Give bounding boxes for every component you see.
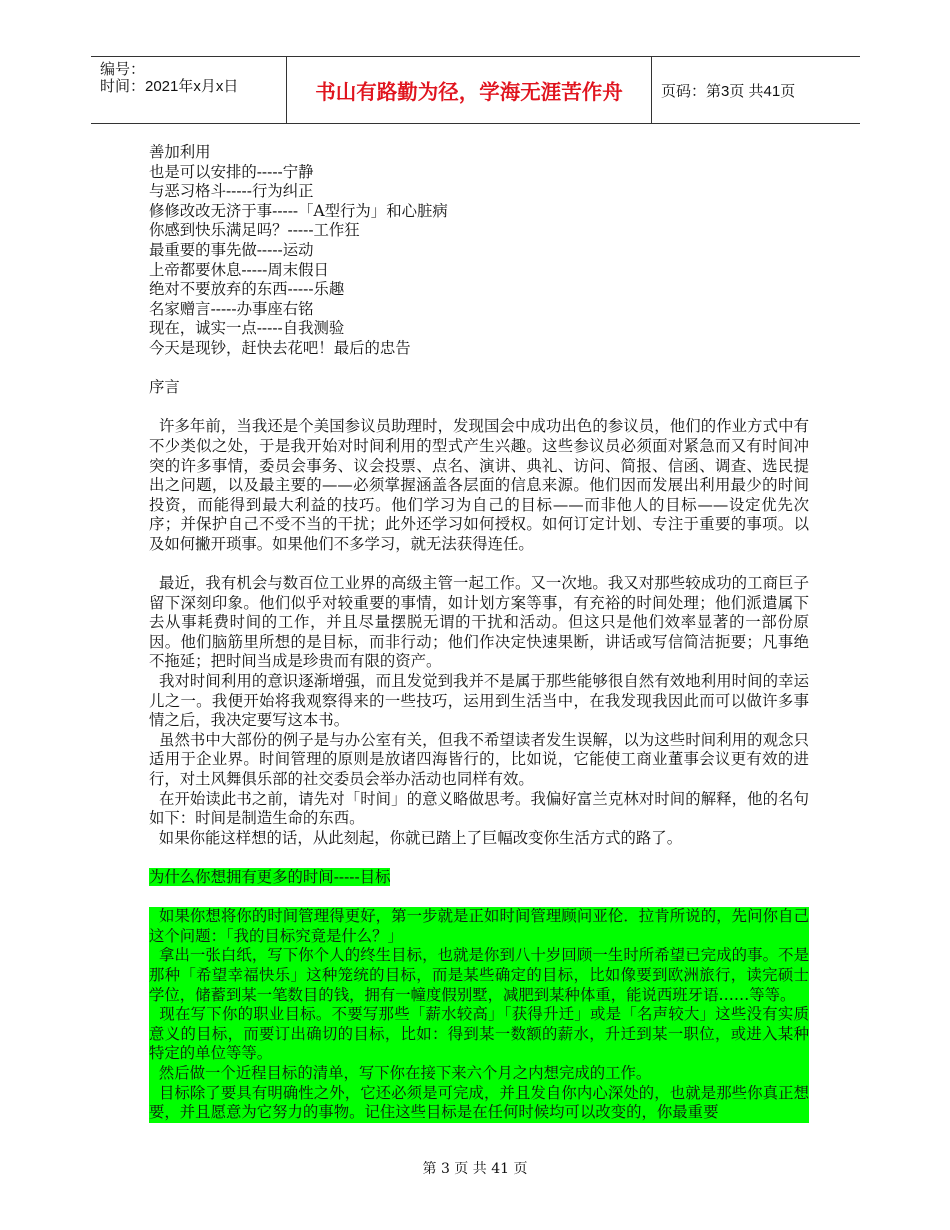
preface-paragraph: 如果你能这样想的话，从此刻起，你就已踏上了巨幅改变你生活方式的路了。 [149, 828, 683, 847]
highlighted-paragraph: 目标除了要具有明确性之外，它还必须是可完成，并且发自你内心深处的，也就是那些你真正想要，并且愿意为它努力的事物。记住这些目标是在任何时候均可以改变的，你最重要 [149, 1083, 809, 1122]
toc-line: 今天是现钞，赶快去花吧！最后的忠告 [149, 338, 411, 357]
header-meta [91, 57, 286, 123]
header-page-info: 页码：第3页 共41页 [661, 82, 796, 100]
toc-line: 最重要的事先做-----运动 [149, 240, 314, 259]
page-footer: 第 3 页 共 41 页 [422, 1161, 528, 1177]
highlighted-paragraph: 如果你想将你的时间管理得更好，第一步就是正如时间管理顾问亚伦．拉肯所说的，先问你自己这个问题：「我的目标究竟是什么？」 [149, 907, 809, 945]
toc-line: 名家赠言-----办事座右铭 [149, 299, 314, 318]
document-body [149, 143, 809, 1123]
preface-paragraph: 我对时间利用的意识逐渐增强，而且发觉到我并不是属于那些能够很自然有效地利用时间的幸运儿之一。我便开始将我观察得来的一些技巧，运用到生活当中，在我发现我因此而可以做许多事情之后，我决定要写这本书。 [149, 672, 809, 730]
preface-title: 序言 [149, 378, 180, 397]
toc-line: 善加利用 [149, 143, 211, 161]
preface-paragraph: 许多年前，当我还是个美国参议员助理时，发现国会中成功出色的参议员，他们的作业方式中有不少类似之处，于是我开始对时间利用的型式产生兴趣。这些参议员必须面对紧急而又有时间冲突的许多事情，委员会事务、议会投票、点名、演讲、典礼、访问、简报、信函、调查、选民提出之问题，以及最主要的——必须掌握涵盖各层面的信息来源。他们因而发展出利用最少的时间投资，而能得到最大利益的技巧。他们学习为自己的目标——而非他人的目标——设定优先次序；并保护自己不受不当的干扰；此外还学习如何授权。如何订定计划、专注于重要的事项。以及如何撇开琐事。如果他们不多学习，就无法获得连任。 [149, 417, 809, 553]
toc-line: 绝对不要放弃的东西-----乐趣 [149, 280, 345, 299]
header-motto: 书山有路勤为径，学海无涯苦作舟 [286, 57, 652, 123]
highlighted-paragraph: 现在写下你的职业目标。不要写那些「薪水较高」「获得升迁」或是「名声较大」这些没有实质意义的目标，而要订出确切的目标，比如：得到某一数额的薪水，升迁到某一职位，或进入某种特定的单位等等。 [149, 1005, 809, 1063]
highlighted-paragraph: 拿出一张白纸，写下你个人的终生目标，也就是你到八十岁回顾一生时所希望已完成的事。不是那种「希望幸福快乐」这种笼统的目标，而是某些确定的目标，比如像要到欧洲旅行，读完硕士学位，储蓄到某一笔数目的钱，拥有一幢度假别墅，减肥到某种体重，能说西班牙语……等等。 [149, 946, 809, 1004]
time-label: 时间：2021年x月x日 [100, 78, 239, 95]
toc-line: 修修改改无济于事-----「A型行为」和心脏病 [149, 201, 448, 220]
number-label: 编号： [100, 61, 146, 78]
toc-line: 与恶习格斗-----行为纠正 [149, 182, 314, 201]
preface-paragraph: 虽然书中大部份的例子是与办公室有关，但我不希望读者发生误解，以为这些时间利用的观念只适用于企业界。时间管理的原则是放诸四海皆行的，比如说，它能使工商业董事会议更有效的进行，对土风舞俱乐部的社交委员会举办活动也同样有效。 [149, 730, 809, 788]
highlighted-paragraph: 然后做一个近程目标的清单，写下你在接下来六个月之内想完成的工作。 [149, 1064, 809, 1084]
section-title: 为什么你想拥有更多的时间-----目标 [149, 867, 391, 886]
toc-line: 上帝都要休息-----周末假日 [149, 260, 329, 279]
toc-line: 现在，诚实一点-----自我测验 [149, 319, 345, 338]
preface-paragraph: 在开始读此书之前，请先对「时间」的意义略做思考。我偏好富兰克林对时间的解释，他的名句如下：时间是制造生命的东西。 [149, 789, 809, 828]
toc-line: 你感到快乐满足吗？-----工作狂 [149, 221, 360, 240]
preface-paragraph: 最近，我有机会与数百位工业界的高级主管一起工作。又一次地。我又对那些较成功的工商巨子留下深刻印象。他们似乎对较重要的事情，如计划方案等事，有充裕的时间处理；他们派遣属下去从事耗费时间的工作，并且尽量摆脱无谓的干扰和活动。但这只是他们效率显著的一部份原因。他们脑筋里所想的是目标，而非行动；他们作决定快速果断，讲话或写信简洁扼要；凡事绝不拖延；把时间当成是珍贵而有限的资产。 [149, 574, 809, 671]
toc-list [149, 143, 809, 359]
toc-line: 也是可以安排的-----宁静 [149, 162, 314, 181]
page-header [91, 56, 860, 124]
